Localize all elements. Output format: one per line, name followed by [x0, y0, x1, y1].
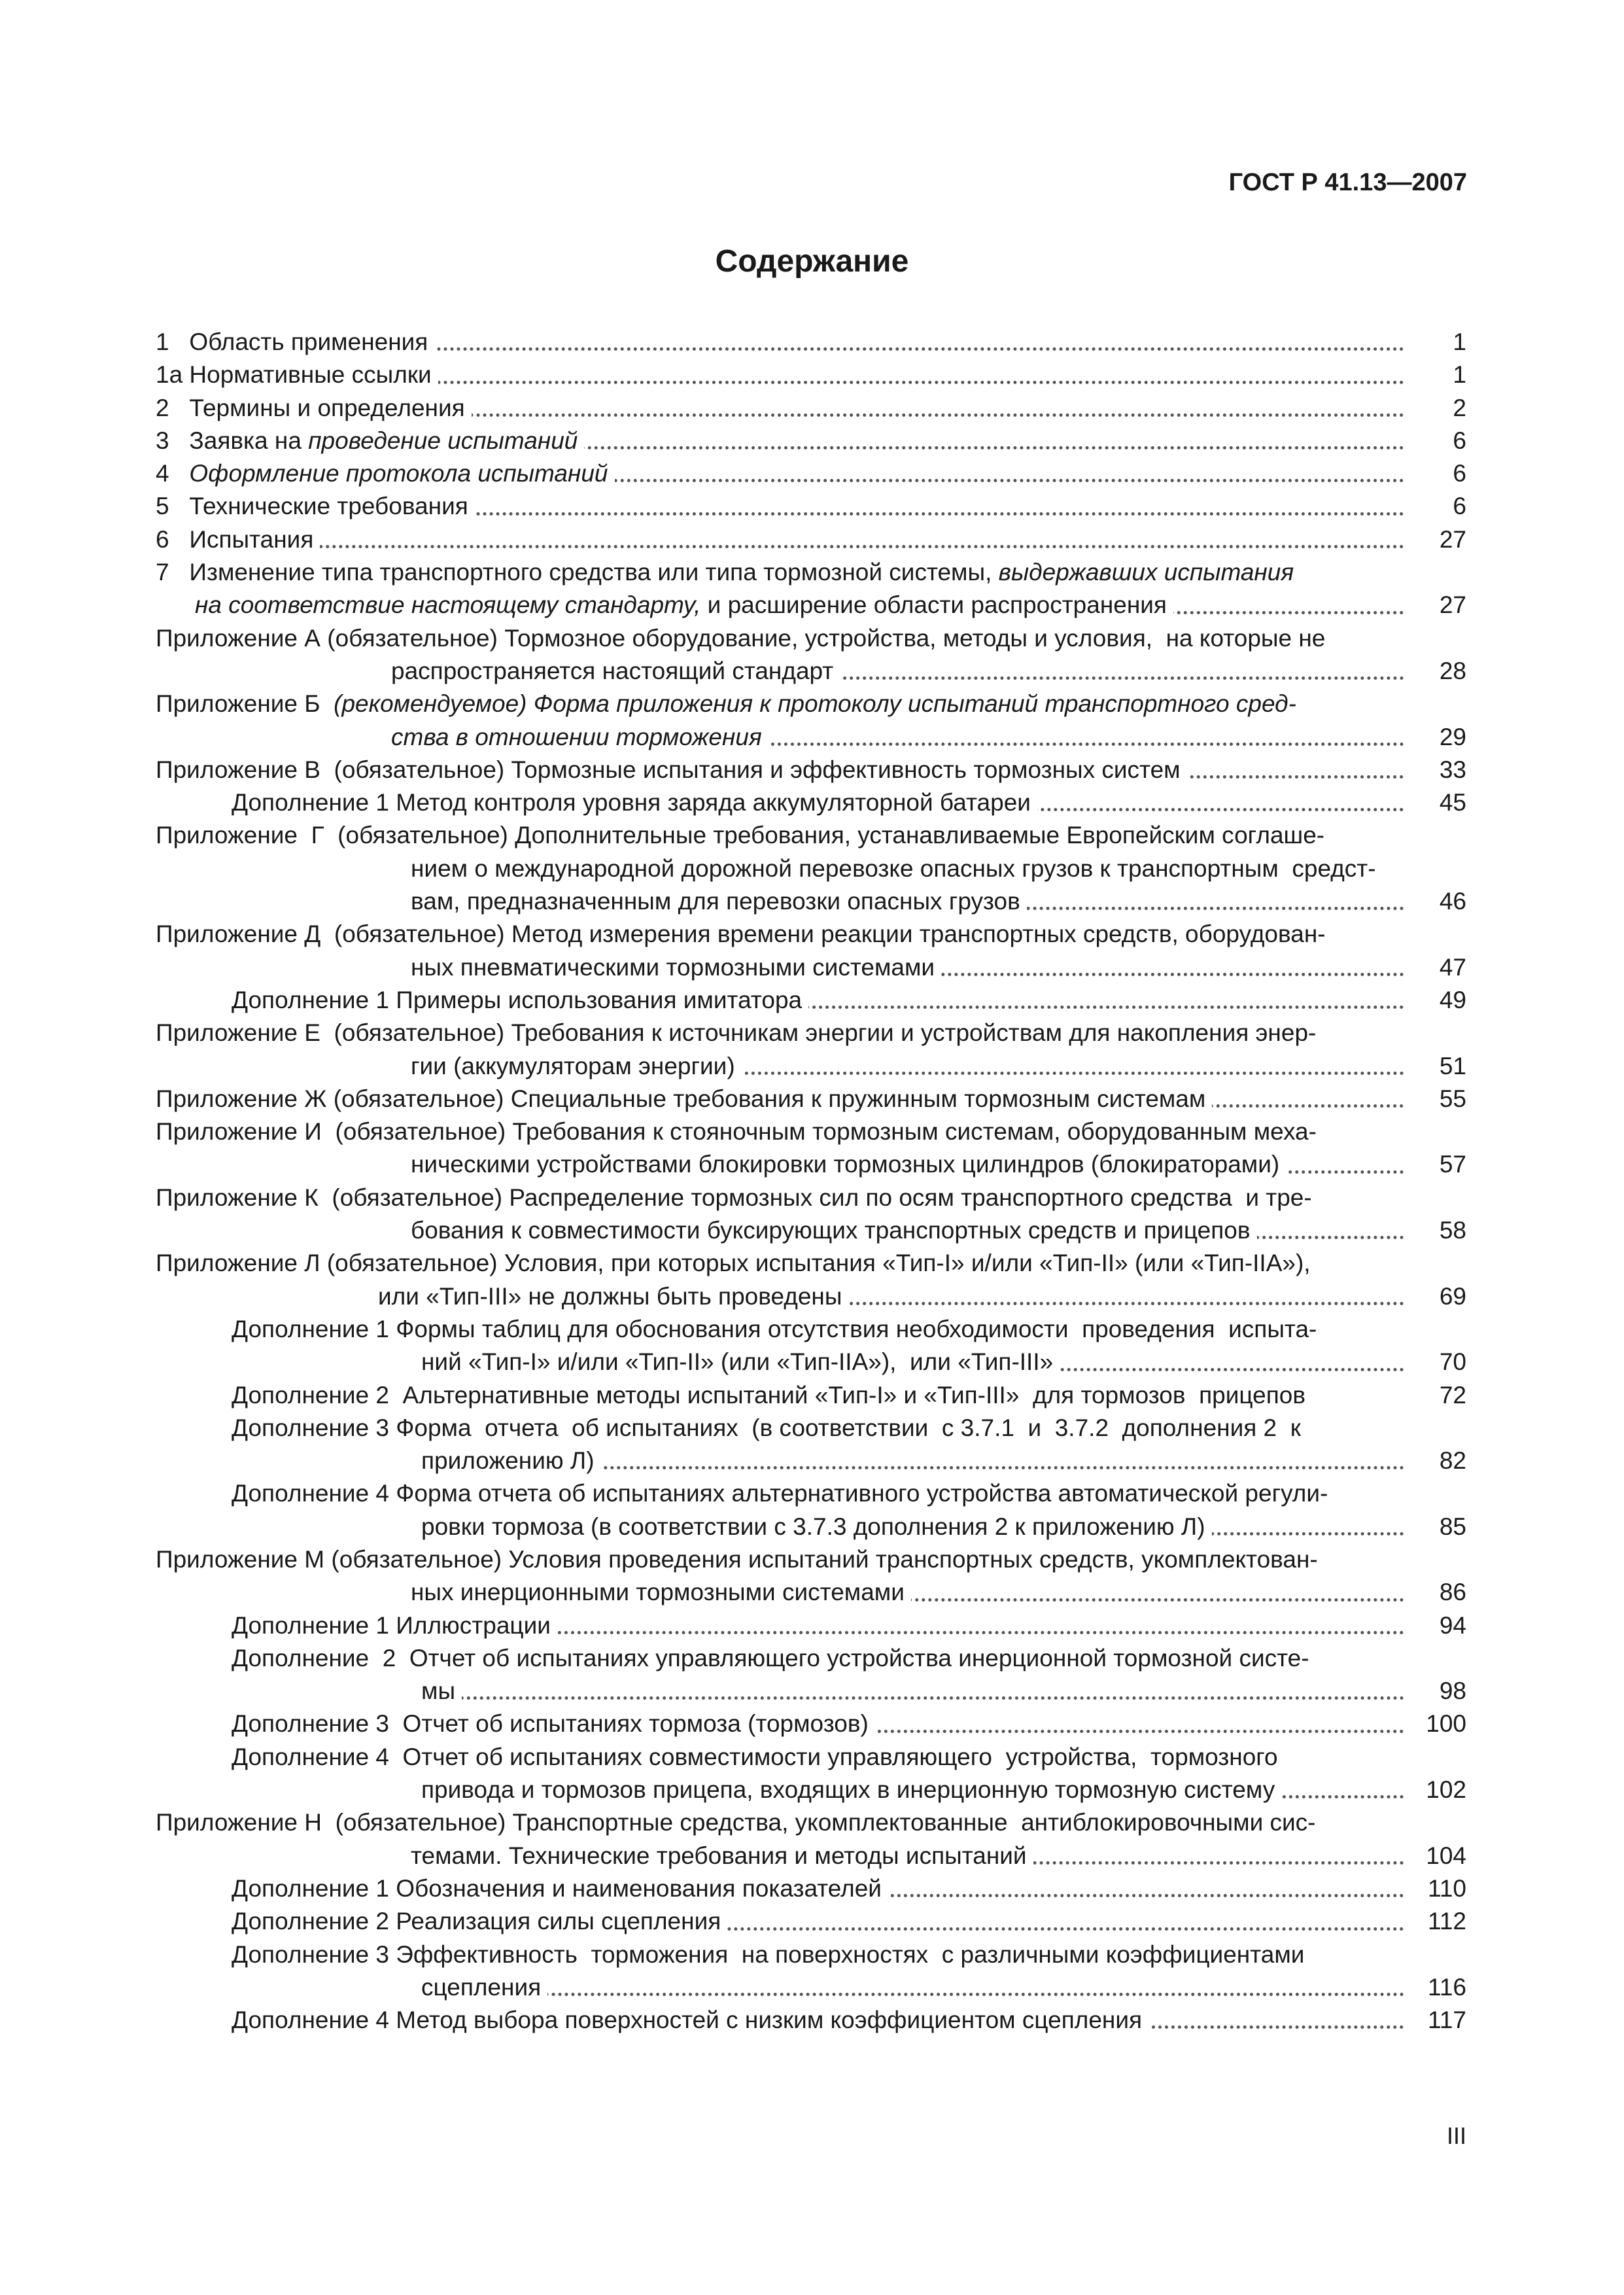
page-number: III — [1447, 2122, 1467, 2149]
toc-text-segment: Приложение Ж (обязательное) Специальные требования к пружинным тормозным системам — [156, 1085, 1206, 1112]
toc-entry-line — [156, 622, 1466, 655]
toc-page-number: 110 — [1421, 1872, 1466, 1905]
toc-entry-text — [232, 1875, 888, 1902]
toc-page-number: 1 — [1446, 359, 1466, 391]
toc-text-segment: Приложение М (обязательное) Условия проведения испытаний транспортных средств, укомплектован- — [156, 1545, 1318, 1573]
toc-entry-line — [156, 951, 1466, 984]
toc-text-segment: 4 — [156, 460, 190, 487]
toc-page-number: 94 — [1433, 1609, 1466, 1642]
toc-page-number: 27 — [1433, 523, 1466, 556]
toc-entry-line — [156, 1017, 1466, 1049]
toc-text-segment: или «Тип-III» не должны быть проведены — [378, 1282, 842, 1310]
toc-entry-line — [156, 1115, 1466, 1148]
toc-text-segment: гии (аккумуляторам энергии) — [411, 1052, 735, 1079]
toc-text-segment: ний «Тип-I» и/или «Тип-II» (или «Тип-IIA»), или «Тип-III» — [421, 1348, 1054, 1376]
toc-entry-text — [232, 1316, 1323, 1342]
toc-text-segment: ных пневматическими тормозными системами — [411, 953, 935, 981]
toc-text-segment: Приложение Д (обязательное) Метод измерения времени реакции транспортных средств, оборудован- — [156, 920, 1326, 948]
toc-entry[interactable] — [156, 523, 1466, 556]
toc-entry-line — [156, 819, 1466, 852]
toc-entry-text — [156, 1184, 1319, 1211]
toc-entry-line — [156, 1543, 1466, 1576]
toc-text-segment: 7 Изменение типа транспортного средства или типа тормозной системы, — [156, 559, 999, 586]
toc-entry-text — [411, 1842, 1033, 1869]
toc-entry[interactable] — [156, 754, 1466, 786]
toc-text-segment: 1 Область применения — [156, 328, 428, 355]
toc-text-segment: и расширение области распространения — [700, 591, 1167, 619]
toc-page-number: 1 — [1446, 326, 1466, 359]
toc-page-number: 58 — [1433, 1214, 1466, 1247]
toc-text-segment: Приложение Е (обязательное) Требования к источникам энергии и устройствам для накопления энер- — [156, 1019, 1317, 1047]
toc-entry-line — [156, 655, 1466, 688]
toc-entry-line — [156, 425, 1466, 457]
toc-entry[interactable] — [156, 1741, 1466, 1807]
toc-text-segment: Дополнение 4 Форма отчета об испытаниях альтернативного устройства автоматической регули- — [232, 1480, 1328, 1507]
toc-entry-line — [156, 1741, 1466, 1774]
toc-entry-text — [411, 1579, 911, 1605]
page-title: Содержание — [715, 244, 909, 279]
toc-entry-line — [156, 754, 1466, 786]
toc-entry-text — [156, 625, 1332, 652]
toc-entry-text — [232, 2006, 1149, 2033]
toc-entry-text — [232, 1645, 1316, 1672]
toc-entry-text — [156, 1809, 1322, 1836]
toc-entry[interactable] — [156, 457, 1466, 490]
toc-entry[interactable] — [156, 1477, 1466, 1543]
toc-entry[interactable] — [156, 1115, 1466, 1182]
dot-leader — [421, 1993, 1404, 1996]
toc-entry-line — [156, 1477, 1466, 1510]
toc-entry-text — [156, 920, 1332, 947]
toc-entry-text — [156, 526, 320, 553]
toc-entry-line — [156, 1148, 1466, 1181]
toc-entry-text — [411, 1151, 1286, 1178]
toc-entry-text — [232, 1612, 557, 1639]
toc-text-segment: ническими устройствами блокировки тормозных цилиндров (блокираторами) — [411, 1151, 1280, 1178]
toc-page-number: 104 — [1419, 1840, 1466, 1872]
toc-text-segment: вам, предназначенным для перевозки опасных грузов — [411, 888, 1020, 915]
toc-text-segment: Приложение Г (обязательное) Дополнительные требования, устанавливаемые Европейским соглаше- — [156, 822, 1325, 849]
toc-entry-text — [378, 1283, 848, 1310]
toc-entry[interactable] — [156, 688, 1466, 754]
toc-page-number: 51 — [1433, 1050, 1466, 1083]
toc-entry-line — [156, 1445, 1466, 1477]
dot-leader — [156, 545, 1404, 548]
toc-entry[interactable] — [156, 425, 1466, 457]
toc-entry-line — [156, 786, 1466, 819]
toc-text-segment: 5 Технические требования — [156, 493, 468, 520]
toc-entry-line — [156, 1346, 1466, 1378]
toc-text-segment: 6 Испытания — [156, 525, 314, 553]
toc-entry-line — [156, 1675, 1466, 1708]
toc-entry-text — [421, 1677, 462, 1704]
toc-text-segment: Приложение И (обязательное) Требования к стояночным тормозным системам, оборудованным меха- — [156, 1118, 1317, 1146]
toc-text-segment: Дополнение 1 Формы таблиц для обоснования отсутствия необходимости проведения испыта- — [232, 1315, 1317, 1342]
toc-text-segment: 3 Заявка на — [156, 427, 309, 454]
toc-entry[interactable] — [156, 786, 1466, 819]
toc-entry-text — [232, 1941, 1311, 1968]
toc-text-segment: Приложение Л (обязательное) Условия, при которых испытания «Тип-I» и/или «Тип-II» (или «Тип-IIA»), — [156, 1250, 1311, 1277]
dot-leader — [421, 1696, 1404, 1700]
toc-entry[interactable] — [156, 326, 1466, 359]
toc-page-number: 112 — [1421, 1905, 1466, 1938]
toc-entry[interactable] — [156, 359, 1466, 391]
toc-entry[interactable] — [156, 1017, 1466, 1083]
toc-entry-text — [156, 559, 1300, 586]
toc-entry-line — [156, 1774, 1466, 1806]
toc-page-number: 6 — [1446, 425, 1466, 457]
toc-italic-segment: ства в отношении торможения — [391, 723, 762, 750]
toc-entry[interactable] — [156, 622, 1466, 688]
toc-entry-line — [156, 688, 1466, 720]
toc-entry-text — [156, 394, 472, 421]
standard-designation: ГОСТ Р 41.13—2007 — [1228, 169, 1467, 196]
toc-entry[interactable] — [156, 1182, 1466, 1248]
toc-italic-segment: выдержавших испытания — [998, 559, 1294, 586]
toc-page-number: 82 — [1433, 1445, 1466, 1477]
toc-entry-line — [156, 721, 1466, 754]
toc-entry-text — [232, 987, 808, 1013]
toc-entry-text — [156, 460, 615, 487]
toc-page-number: 102 — [1419, 1774, 1466, 1806]
toc-italic-segment: проведение испытаний — [308, 427, 578, 454]
toc-entry-text — [156, 756, 1187, 783]
toc-entry[interactable] — [156, 1806, 1466, 1872]
toc-entry-text — [232, 1743, 1285, 1770]
toc-entry-line — [156, 918, 1466, 951]
toc-entry-line — [156, 392, 1466, 425]
toc-text-segment: Дополнение 4 Отчет об испытаниях совместимости управляющего устройства, тормозного — [232, 1743, 1278, 1770]
toc-text-segment: темами. Технические требования и методы испытаний — [411, 1842, 1027, 1869]
toc-page-number: 6 — [1446, 490, 1466, 523]
toc-page-number: 47 — [1433, 951, 1466, 984]
toc-entry-text — [232, 1382, 1312, 1409]
toc-entry-line — [156, 359, 1466, 391]
toc-entry-text — [232, 1480, 1334, 1507]
toc-text-segment: Приложение Н (обязательное) Транспортные средства, укомплектованные антиблокировочными сис- — [156, 1809, 1316, 1836]
toc-entry-line — [156, 852, 1466, 885]
toc-entry-line — [156, 2004, 1466, 2037]
toc-page-number: 116 — [1421, 1971, 1466, 2004]
toc-italic-segment: на соответствие настоящему стандарту, — [195, 591, 701, 619]
toc-entry-text — [156, 822, 1331, 849]
toc-entry-line — [156, 1182, 1466, 1214]
toc-entry[interactable] — [156, 1247, 1466, 1313]
toc-entry-text — [156, 1546, 1324, 1573]
toc-entry[interactable] — [156, 1543, 1466, 1609]
toc-text-segment: Приложение К (обязательное) Распределение тормозных сил по осям транспортного средства и тре- — [156, 1183, 1312, 1211]
table-of-contents — [156, 326, 1466, 2037]
toc-text-segment: ных инерционными тормозными системами — [411, 1579, 905, 1606]
toc-entry-line — [156, 1511, 1466, 1543]
toc-entry-text — [232, 1710, 875, 1737]
toc-page-number: 72 — [1433, 1379, 1466, 1412]
toc-text-segment: Дополнение 3 Отчет об испытаниях тормоза (тормозов) — [232, 1710, 869, 1738]
toc-entry-text — [411, 954, 941, 981]
toc-entry-text — [232, 789, 1037, 816]
toc-entry[interactable] — [156, 1905, 1466, 1938]
toc-text-segment: бования к совместимости буксирующих транспортных средств и прицепов — [411, 1217, 1251, 1244]
toc-text-segment: сцепления — [421, 1973, 542, 2001]
toc-entry[interactable] — [156, 1313, 1466, 1379]
toc-page-number: 57 — [1433, 1148, 1466, 1181]
toc-entry-line — [156, 1642, 1466, 1675]
toc-page-number: 6 — [1446, 457, 1466, 490]
toc-entry[interactable] — [156, 1642, 1466, 1708]
toc-text-segment: Дополнение 1 Обозначения и наименования показателей — [232, 1874, 882, 1902]
toc-entry-text — [156, 1118, 1323, 1145]
toc-text-segment: ровки тормоза (в соответствии с 3.7.3 дополнения 2 к приложению Л) — [421, 1513, 1205, 1540]
toc-text-segment: распространяется настоящий стандарт — [391, 657, 834, 684]
toc-entry[interactable] — [156, 490, 1466, 523]
toc-entry-line — [156, 885, 1466, 918]
toc-page-number: 70 — [1433, 1346, 1466, 1378]
toc-entry[interactable] — [156, 984, 1466, 1017]
toc-entry-text — [156, 1085, 1212, 1112]
toc-text-segment: Приложение Б — [156, 690, 334, 718]
toc-entry-text — [156, 361, 438, 388]
toc-entry[interactable] — [156, 1379, 1466, 1412]
toc-entry-line — [156, 1280, 1466, 1313]
toc-entry-text — [156, 493, 475, 519]
toc-entry-text — [411, 1217, 1257, 1244]
toc-entry[interactable] — [156, 392, 1466, 425]
toc-entry-line — [156, 1905, 1466, 1938]
toc-entry-text — [411, 1053, 742, 1079]
toc-text-segment: привода и тормозов прицепа, входящих в инерционную тормозную систему — [421, 1776, 1275, 1804]
toc-page-number: 45 — [1433, 786, 1466, 819]
toc-page-number: 117 — [1421, 2004, 1466, 2037]
toc-page-number: 29 — [1433, 721, 1466, 754]
toc-entry-line — [156, 1971, 1466, 2004]
toc-entry-text — [421, 1348, 1060, 1375]
toc-text-segment: Приложение А (обязательное) Тормозное оборудование, устройства, методы и условия, на которые не — [156, 624, 1326, 652]
toc-entry-line — [156, 326, 1466, 359]
toc-text-segment: Дополнение 3 Эффективность торможения на поверхностях с различными коэффициентами — [232, 1940, 1305, 1968]
toc-entry-text — [411, 888, 1027, 915]
toc-text-segment: мы — [421, 1677, 456, 1705]
toc-entry-line — [156, 457, 1466, 490]
toc-entry-line — [156, 1214, 1466, 1247]
toc-entry-text — [391, 724, 769, 750]
toc-text-segment: Дополнение 2 Альтернативные методы испытаний «Тип-I» и «Тип-III» для тормозов прицепов — [232, 1381, 1305, 1409]
toc-text-segment: Дополнение 3 Форма отчета об испытаниях (в соответствии с 3.7.1 и 3.7.2 дополнения 2 к — [232, 1414, 1301, 1441]
toc-entry-text — [195, 591, 1173, 618]
toc-entry-line — [156, 490, 1466, 523]
toc-entry[interactable] — [156, 819, 1466, 918]
toc-page-number: 69 — [1433, 1280, 1466, 1313]
toc-text-segment: Дополнение 1 Примеры использования имитатора — [232, 986, 803, 1013]
toc-italic-segment: Оформление протокола испытаний — [189, 460, 608, 487]
toc-entry-text — [391, 657, 840, 684]
toc-entry-text — [421, 1513, 1212, 1540]
toc-text-segment: Дополнение 1 Метод контроля уровня заряда аккумуляторной батареи — [232, 789, 1031, 816]
toc-entry-line — [156, 1083, 1466, 1115]
toc-entry[interactable] — [156, 1412, 1466, 1478]
toc-text-segment: 2 Термины и определения — [156, 394, 465, 421]
toc-page-number: 46 — [1433, 885, 1466, 918]
toc-entry-line — [156, 589, 1466, 622]
toc-entry[interactable] — [156, 1872, 1466, 1905]
toc-entry-line — [156, 1313, 1466, 1346]
toc-entry-text — [411, 855, 1383, 882]
toc-entry[interactable] — [156, 1609, 1466, 1642]
toc-entry[interactable] — [156, 1083, 1466, 1115]
toc-page-number: 33 — [1433, 754, 1466, 786]
toc-entry-line — [156, 1609, 1466, 1642]
toc-page-number: 49 — [1433, 984, 1466, 1017]
toc-text-segment: Дополнение 2 Реализация силы сцепления — [232, 1908, 721, 1935]
toc-entry-line — [156, 1412, 1466, 1445]
toc-entry-line — [156, 1938, 1466, 1971]
toc-entry-text — [156, 690, 1303, 717]
toc-page-number: 27 — [1433, 589, 1466, 622]
toc-page-number: 28 — [1433, 655, 1466, 688]
toc-page-number: 2 — [1446, 392, 1466, 425]
toc-entry-line — [156, 1576, 1466, 1609]
toc-text-segment: Дополнение 4 Метод выбора поверхностей с низким коэффициентом сцепления — [232, 2006, 1143, 2034]
toc-entry-text — [156, 328, 434, 355]
toc-entry-line — [156, 1806, 1466, 1839]
toc-entry-text — [421, 1447, 601, 1474]
toc-page-number: 86 — [1433, 1576, 1466, 1609]
toc-text-segment: Дополнение 1 Иллюстрации — [232, 1611, 551, 1639]
toc-entry-text — [156, 1019, 1322, 1046]
toc-page-number: 85 — [1433, 1511, 1466, 1543]
toc-entry-text — [421, 1974, 547, 2001]
toc-text-segment: приложению Л) — [421, 1447, 595, 1475]
toc-entry[interactable] — [156, 918, 1466, 984]
toc-entry-line — [156, 556, 1466, 589]
toc-entry[interactable] — [156, 1708, 1466, 1740]
toc-text-segment: Дополнение 2 Отчет об испытаниях управляющего устройства инерционной тормозной систе- — [232, 1644, 1309, 1672]
toc-text-segment: 1а Нормативные ссылки — [156, 361, 432, 389]
toc-text-segment: нием о международной дорожной перевозке опасных грузов к транспортным средст- — [411, 854, 1376, 882]
toc-entry-line — [156, 1247, 1466, 1280]
toc-entry-line — [156, 1872, 1466, 1905]
toc-text-segment: Приложение В (обязательное) Тормозные испытания и эффективность тормозных систем — [156, 756, 1181, 783]
toc-page-number: 100 — [1419, 1708, 1466, 1740]
toc-entry-line — [156, 1050, 1466, 1083]
toc-italic-segment: (рекомендуемое) Форма приложения к протоколу испытаний транспортного сред- — [334, 690, 1296, 718]
toc-entry-line — [156, 523, 1466, 556]
toc-entry-line — [156, 1379, 1466, 1412]
toc-entry-text — [421, 1776, 1281, 1803]
toc-page-number: 55 — [1433, 1083, 1466, 1115]
toc-entry-text — [156, 1250, 1317, 1276]
toc-entry[interactable] — [156, 556, 1466, 622]
toc-entry[interactable] — [156, 1938, 1466, 2005]
toc-entry-text — [232, 1908, 727, 1935]
toc-entry-text — [232, 1414, 1307, 1441]
toc-page-number: 98 — [1433, 1675, 1466, 1708]
toc-entry-line — [156, 984, 1466, 1017]
toc-entry-text — [156, 427, 584, 454]
toc-entry[interactable] — [156, 2004, 1466, 2037]
toc-entry-line — [156, 1840, 1466, 1872]
toc-entry-line — [156, 1708, 1466, 1740]
